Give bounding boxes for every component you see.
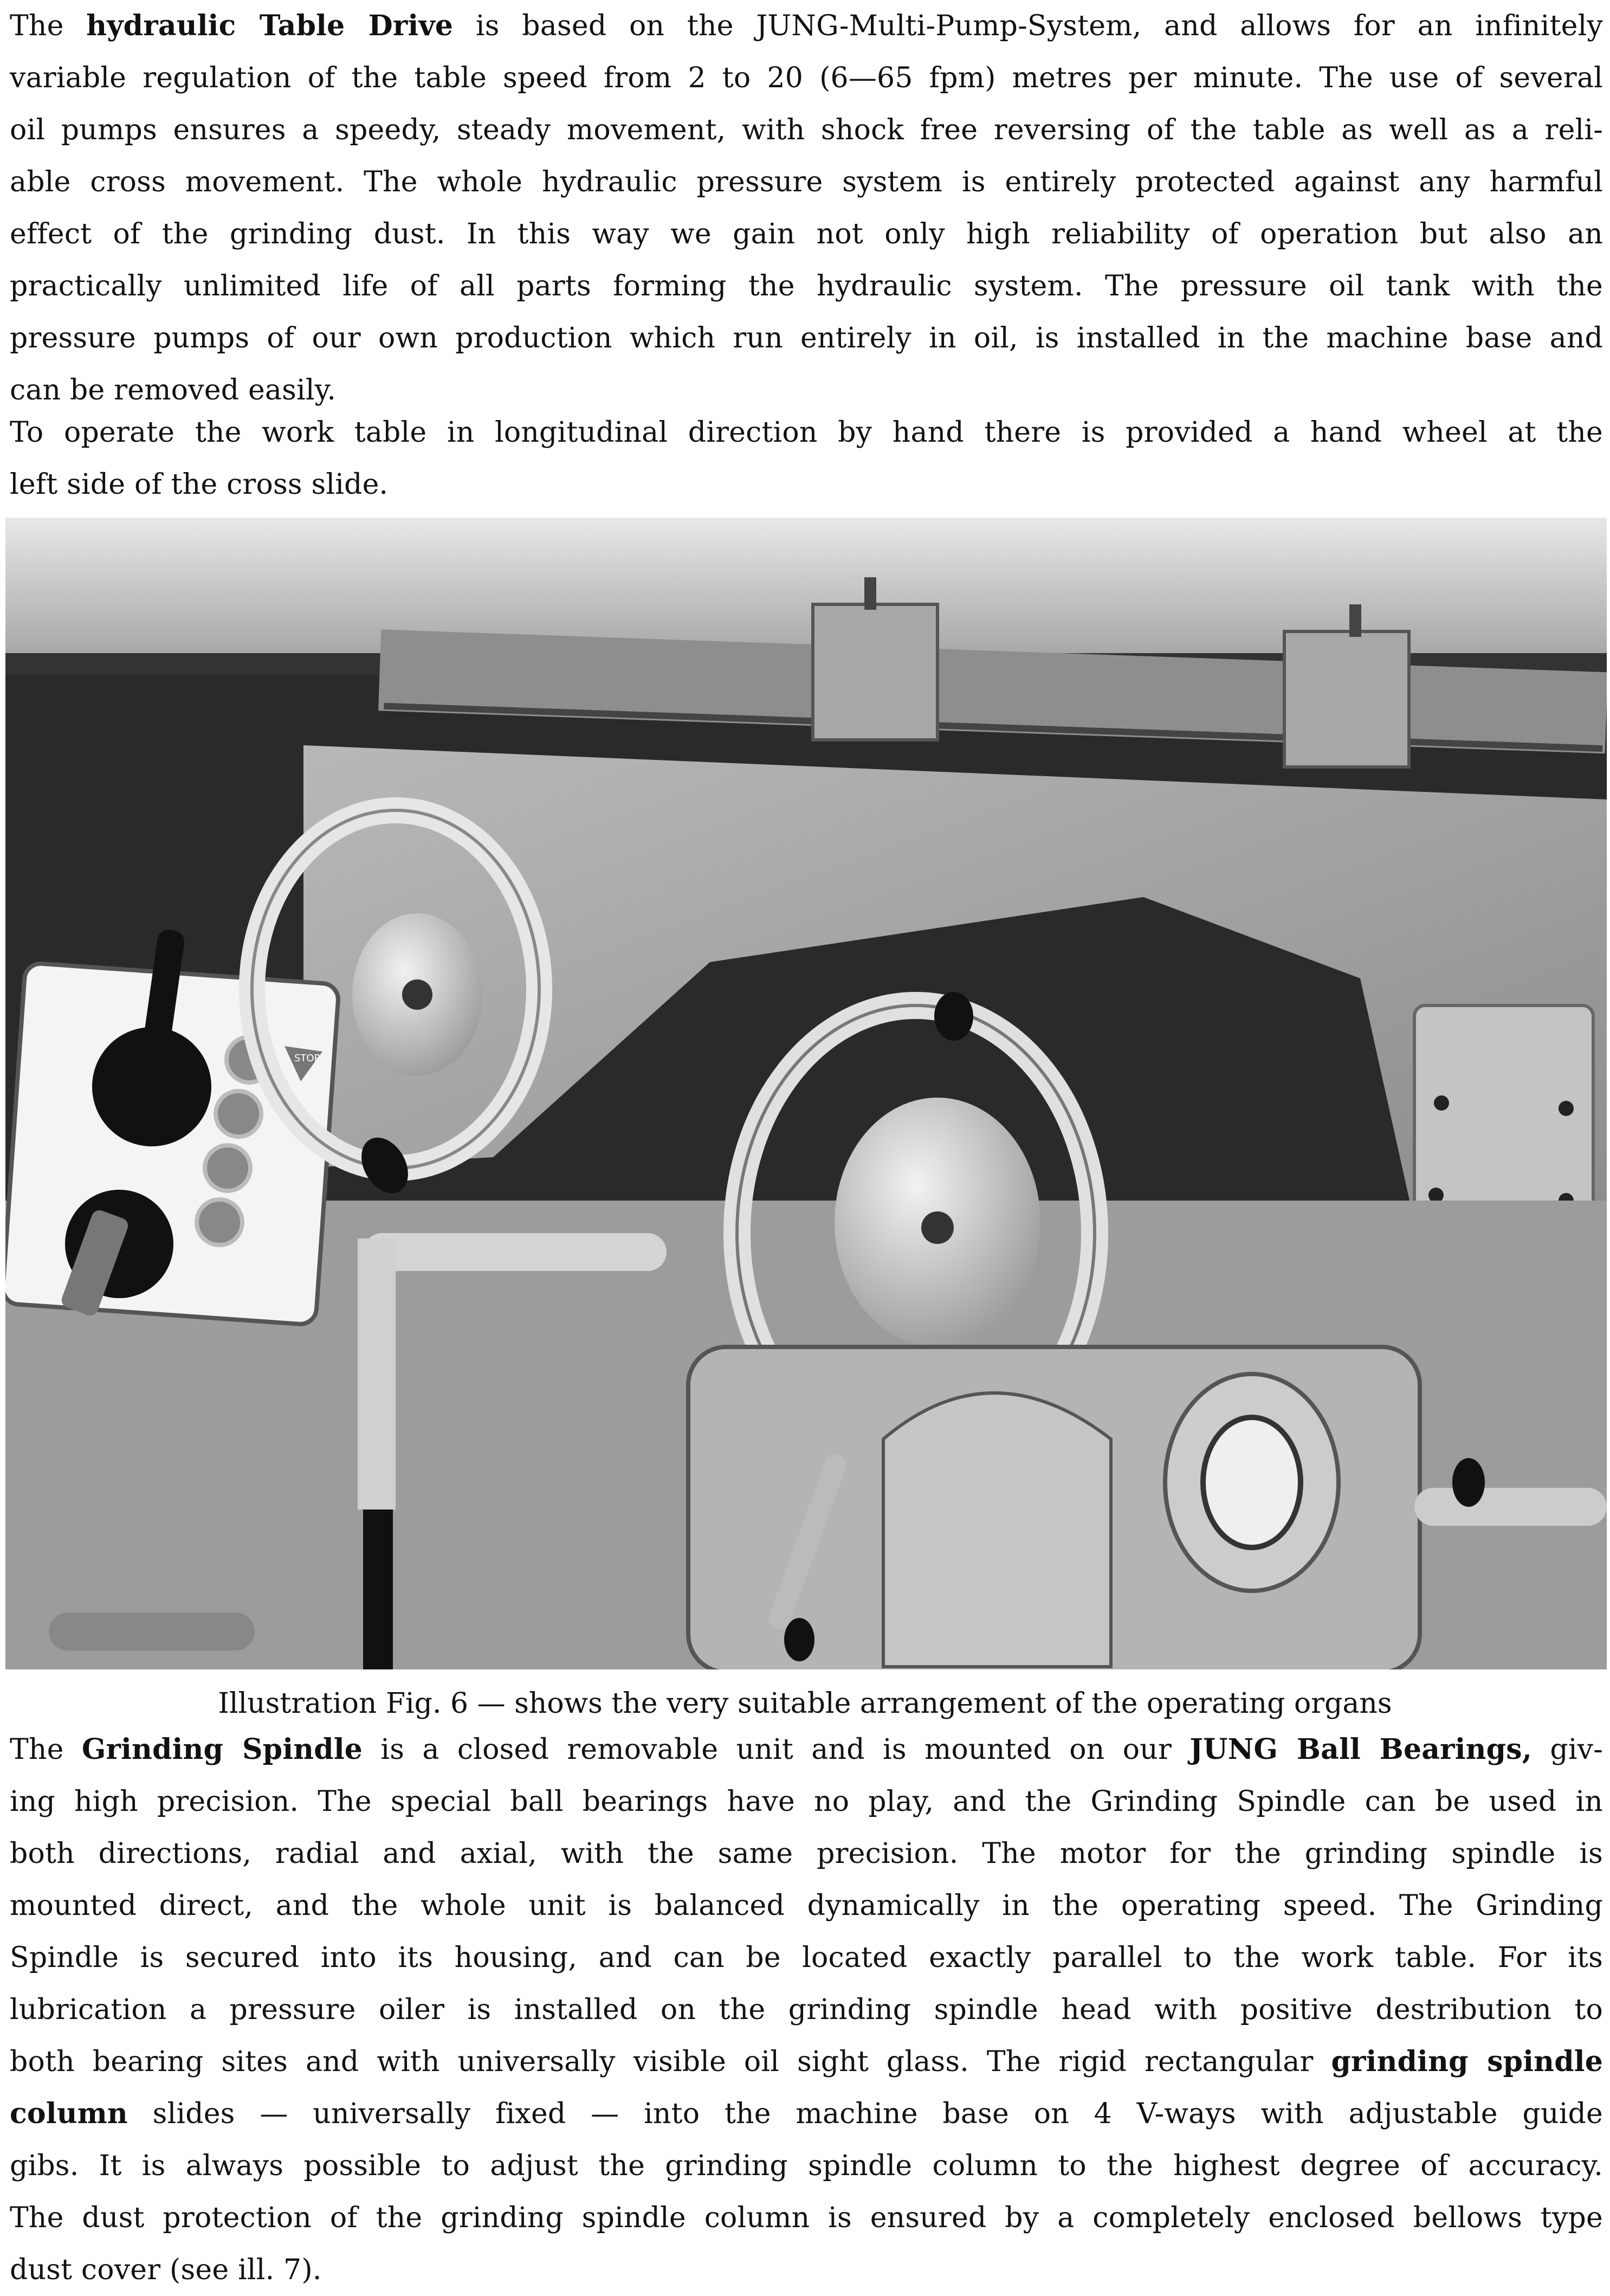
bold-term: hydraulic Table Drive xyxy=(86,9,454,42)
text-line xyxy=(10,1828,1603,1880)
bold-term: JUNG Ball Bearings, xyxy=(1189,1733,1533,1766)
figure-caption: Illustration Fig. 6 — shows the very suitable arrangement of the operating organs xyxy=(218,1687,1392,1720)
handwheel-paragraph xyxy=(10,407,1603,511)
text-run: both directions, radial and axial, with the same precision. The motor for the grinding spindle is xyxy=(10,1837,1603,1870)
machine-illustration xyxy=(5,518,1607,1669)
text-line xyxy=(10,1984,1603,2036)
text-run: giv- xyxy=(1532,1733,1603,1766)
bold-term: grinding spindle xyxy=(1331,2045,1603,2078)
table-stop-right xyxy=(1284,631,1409,767)
text-line xyxy=(10,208,1603,260)
drawer-handle xyxy=(49,1613,255,1650)
text-line xyxy=(10,1880,1603,1932)
text-run: effect of the grinding dust. In this way we gain not only high reliability of operation but also an xyxy=(10,218,1603,250)
text-run: To operate the work table in longitudinal direction by hand there is provided a hand wheel at the xyxy=(10,416,1603,449)
text-run: Spindle is secured into its housing, and can be located exactly parallel to the work table. For its xyxy=(10,1942,1603,1974)
text-run: variable regulation of the table speed from 2 to 20 (6—65 fpm) metres per minute. The use of several xyxy=(10,62,1603,94)
bold-term: column xyxy=(10,2097,128,2130)
text-run: gibs. It is always possible to adjust the grinding spindle column to the highest degree of accuracy. xyxy=(10,2150,1603,2182)
table-stop-left xyxy=(813,604,937,740)
stop-label: STOP xyxy=(294,1053,320,1064)
grinding-spindle-paragraph xyxy=(10,1724,1603,2296)
bold-term: Grinding Spindle xyxy=(81,1733,363,1766)
text-line xyxy=(10,459,1603,511)
hinged-cover xyxy=(883,1393,1111,1667)
text-run: is based on the JUNG-Multi-Pump-System, and allows for an infinitely xyxy=(453,10,1603,42)
push-button xyxy=(216,1091,261,1137)
text-run: ing high precision. The special ball bearings have no play, and the Grinding Spindle can be used in xyxy=(10,1785,1603,1818)
text-line xyxy=(10,1932,1603,1984)
push-button xyxy=(197,1199,242,1245)
text-run: both bearing sites and with universally visible oil sight glass. The rigid rectangular xyxy=(10,2046,1331,2078)
text-line xyxy=(10,260,1603,312)
text-line xyxy=(10,2192,1603,2244)
text-line xyxy=(10,2244,1603,2296)
text-run: left side of the cross slide. xyxy=(10,468,389,501)
text-line xyxy=(10,104,1603,156)
text-line xyxy=(10,2036,1603,2088)
text-line xyxy=(10,2088,1603,2140)
figure-6-photo xyxy=(5,518,1607,1669)
handwheel-grip xyxy=(934,992,973,1041)
text-run: slides — universally fixed — into the machine base on 4 V-ways with adjustable guide xyxy=(127,2098,1603,2130)
coolant-pipe xyxy=(363,1233,667,1271)
text-line xyxy=(10,2140,1603,2192)
text-run: is a closed removable unit and is mounted on our xyxy=(363,1733,1190,1766)
text-run: oil pumps ensures a speedy, steady movement, with shock free reversing of the table as well as a reli- xyxy=(10,114,1603,146)
text-run: The xyxy=(10,10,87,42)
text-line xyxy=(10,1724,1603,1776)
text-run: practically unlimited life of all parts forming the hydraulic system. The pressure oil tank with the xyxy=(10,270,1603,302)
text-run: The xyxy=(10,1733,82,1766)
text-line xyxy=(10,0,1603,52)
text-run: lubrication a pressure oiler is installed on the grinding spindle head with positive destribution to xyxy=(10,1994,1603,2026)
text-line xyxy=(10,1776,1603,1828)
text-run: able cross movement. The whole hydraulic pressure system is entirely protected against any harmful xyxy=(10,166,1603,198)
text-run: pressure pumps of our own production which run entirely in oil, is installed in the machine base and xyxy=(10,322,1603,354)
text-run: dust cover (see ill. 7). xyxy=(10,2254,322,2286)
text-line xyxy=(10,407,1603,459)
text-line xyxy=(10,312,1603,364)
push-button xyxy=(205,1145,250,1191)
text-run: mounted direct, and the whole unit is balanced dynamically in the operating speed. The Grinding xyxy=(10,1889,1603,1922)
text-line xyxy=(10,52,1603,104)
intro-paragraph xyxy=(10,0,1603,416)
text-line xyxy=(10,156,1603,208)
text-run: The dust protection of the grinding spindle column is ensured by a completely enclosed bellows type xyxy=(10,2202,1603,2234)
text-run: can be removed easily. xyxy=(10,374,337,407)
